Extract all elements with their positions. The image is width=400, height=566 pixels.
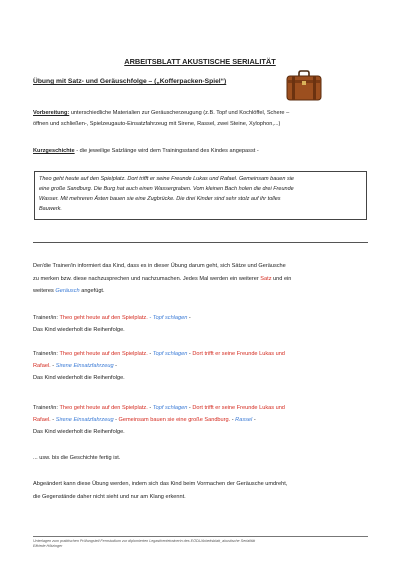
- story-line: Theo geht heute auf den Spielplatz. Dort trifft er seine Freunde Lukas und Rafael. Gemeinsam bauen sie: [39, 176, 294, 182]
- sound: Sirene Einsatzfahrzeug: [55, 363, 114, 369]
- preparation-text-2: öffnen und schließen-, Spielzeugauto-Einsatzfahrzeug mit Sirene, Rassel, zwei Steine, Xylophon,...): [33, 121, 281, 127]
- footer-divider: [33, 536, 368, 537]
- trainer-label: Trainer/in:: [33, 351, 60, 357]
- trainer-label: Trainer/in:: [33, 315, 60, 321]
- sentence: Theo geht heute auf den Spielplatz.: [59, 315, 148, 321]
- closing-paragraph: [33, 478, 373, 503]
- story-line: Bauwerk.: [39, 206, 62, 212]
- red-word: Satz: [260, 275, 272, 282]
- story-note: - die jeweilige Satzlänge wird dem Trainingsstand des Kindes angepasst -: [74, 148, 259, 154]
- story-box: [34, 171, 367, 220]
- story-line: eine große Sandburg. Die Burg hat auch einen Wassergraben. Vom kleinen Bach holen die drei Freunde: [39, 186, 294, 192]
- sentence: Dort trifft er seine Freunde Lukas und: [192, 405, 285, 411]
- example-3: Trainer/in: Theo geht heute auf den Spielplatz. - Topf schlagen - Dort trifft er seine Freunde Lukas und Rafael. - Sirene Einsatzfahrzeug - Gemeinsam bauen sie eine große Sandburg. - Rassel - Das Kind wiederholt die Reihenfolge.: [33, 402, 373, 438]
- footer-source: Unterlagen zum praktischen Prüfungsteil Fernstudium zur diplomierten Legasthenietrainerin des EÖDL/Arbeitsblatt_akustische Serialität: [33, 539, 255, 543]
- intro-paragraph: [33, 260, 373, 298]
- sentence: Gemeinsam bauen sie eine große Sandburg.: [118, 417, 231, 423]
- preparation: [33, 108, 373, 130]
- story-heading: [33, 146, 373, 157]
- sound: Topf schlagen: [152, 405, 188, 411]
- sentence: Theo geht heute auf den Spielplatz.: [59, 351, 148, 357]
- intro-line-1: Der/die Trainer/in informiert das Kind, dass es in dieser Übung darum geht, sich Sätze und Geräusche: [33, 263, 286, 269]
- preparation-text-1: unterschiedliche Materialien zur Geräuscherzeugung (z.B. Topf und Kochlöffel, Schere –: [69, 110, 290, 116]
- trainer-label: Trainer/in:: [33, 405, 60, 411]
- sound: - Topf schlagen: [147, 315, 188, 321]
- sentence: Dort trifft er seine Freunde Lukas und: [192, 351, 285, 357]
- page-title: ARBEITSBLATT AKUSTISCHE SERIALITÄT: [124, 57, 276, 66]
- sentence: Theo geht heute auf den Spielplatz.: [59, 405, 148, 411]
- story-label: Kurzgeschichte: [33, 148, 75, 154]
- example-1: Trainer/in: Theo geht heute auf den Spielplatz. - Topf schlagen - Das Kind wiederholt die Reihenfolge.: [33, 312, 373, 336]
- sound: Sirene Einsatzfahrzeug: [55, 417, 114, 423]
- repeat-note: Das Kind wiederholt die Reihenfolge.: [33, 327, 125, 333]
- preparation-label: Vorbereitung:: [33, 110, 70, 116]
- divider: [33, 242, 368, 243]
- closing-line-1: Abgeändert kann diese Übung werden, indem sich das Kind beim Vormachen der Geräusche umdreht,: [33, 481, 288, 487]
- sentence: Rafael.: [33, 417, 51, 423]
- sound: Topf schlagen: [152, 351, 188, 357]
- etc-note: ... usw. bis die Geschichte fertig ist.: [33, 455, 121, 461]
- closing-line-2: die Gegenstände daher nicht sieht und nur am Klang erkennt.: [33, 493, 186, 500]
- suitcase-icon: [286, 70, 322, 102]
- story-line: Wasser. Mit mehreren Ästen bauen sie eine Zugbrücke. Die drei Kinder sind sehr stolz auf ihr tolles: [39, 196, 281, 202]
- intro-line-3: weiteres Geräusch angefügt.: [33, 288, 105, 294]
- blue-word: Geräusch: [55, 288, 80, 294]
- repeat-note: Das Kind wiederholt die Reihenfolge.: [33, 375, 125, 381]
- footer-author: Elfriede Hötzinger: [33, 544, 63, 548]
- sound: Rassel: [235, 417, 253, 423]
- sentence: Rafael.: [33, 363, 51, 369]
- repeat-note: Das Kind wiederholt die Reihenfolge.: [33, 429, 125, 435]
- example-2: Trainer/in: Theo geht heute auf den Spielplatz. - Topf schlagen - Dort trifft er seine Freunde Lukas und Rafael. - Sirene Einsatzfahrzeug - Das Kind wiederholt die Reihenfolge.: [33, 348, 373, 384]
- exercise-subtitle: Übung mit Satz- und Geräuschfolge – („Kofferpacken-Spiel“): [33, 78, 227, 85]
- intro-line-2: zu merken bzw. diese nachzusprechen und nachzumachen. Jedes Mal werden ein weiterer Satz und ein: [33, 275, 292, 282]
